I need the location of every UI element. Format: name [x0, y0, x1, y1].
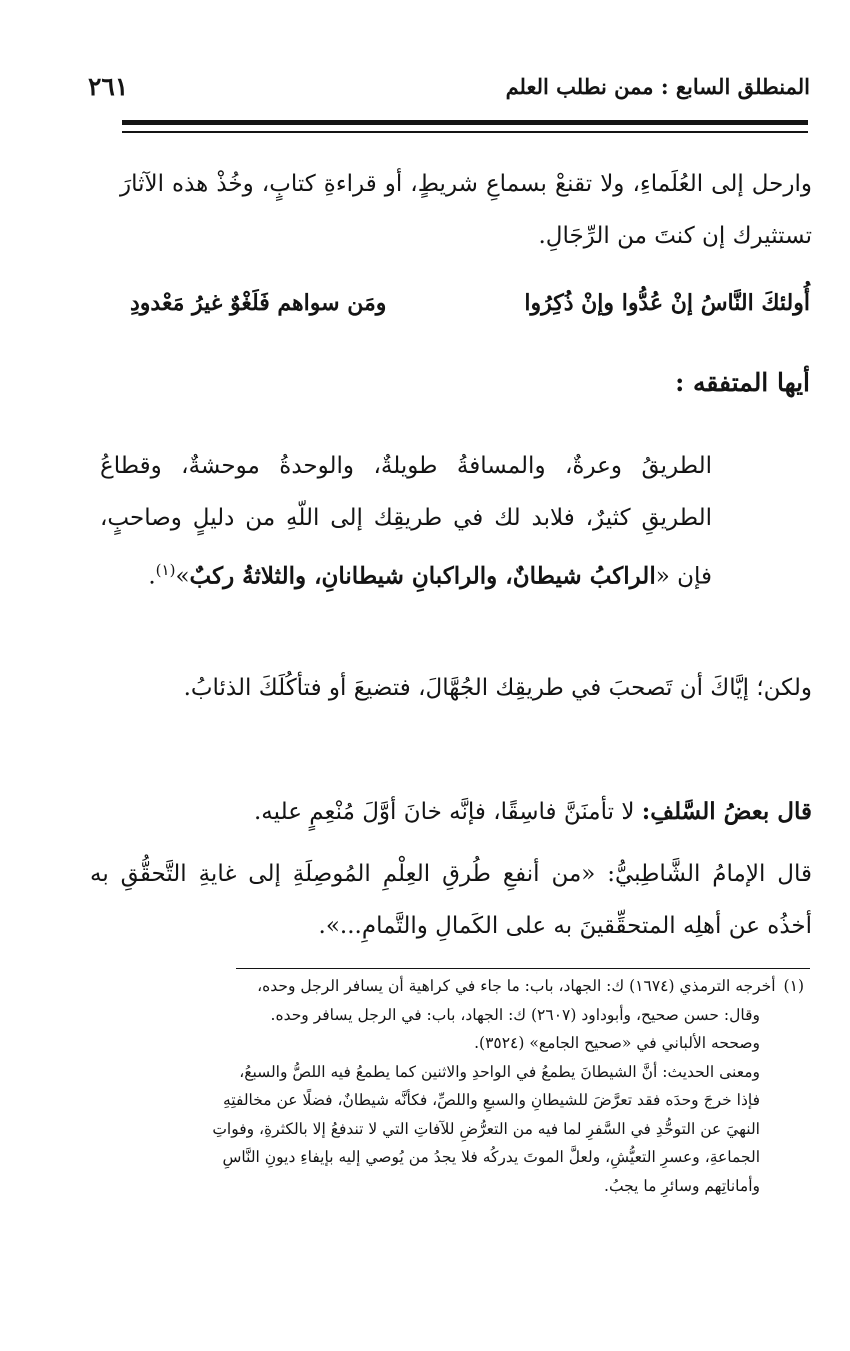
hadith-quote: الراكبُ شيطانٌ، والراكبانِ شيطانانِ، والثلاثةُ ركبٌ [189, 562, 656, 590]
footnotes [86, 972, 804, 1200]
paragraph-the-road [100, 440, 712, 603]
salaf-attribution: قال بعضُ السَّلفِ: [641, 798, 812, 825]
header-rule-thin [122, 131, 808, 133]
section-heading: أيها المتفقه : [675, 368, 810, 397]
header-rule-thick [122, 120, 808, 125]
footnote-separator [236, 968, 810, 969]
paragraph-travel-to-scholars: وارحل إلى العُلَماءِ، ولا تقنعْ بسماعِ شريطٍ، أو قراءةِ كتابٍ، وخُذْ هذه الآثارَ تستثيرك إن كنتَ من الرِّجَالِ. [120, 171, 812, 249]
footnote-reference: (١) [155, 561, 176, 579]
footnote-line: فإذا خرجَ وحدَه فقد تعرَّضَ للشيطانِ والسبعِ واللصِّ، فكأنَّه شيطانٌ، فضلًا عن مخالفتِهِ [222, 1091, 760, 1109]
footnote-line: أخرجه الترمذي (١٦٧٤) ك: الجهاد، باب: ما جاء في كراهية أن يسافر الرجل وحده، [257, 977, 776, 995]
footnote-line: وقال: حسن صحيح، وأبوداود (٢٦٠٧) ك: الجهاد، باب: في الرجل يسافر وحده. [270, 1005, 760, 1024]
poetry-verse [130, 290, 810, 316]
footnote-line: وأماناتِهم وسائرِ ما يجبُ. [604, 1176, 760, 1195]
paragraph-end: . [148, 563, 156, 590]
paragraph-salaf-saying [90, 786, 812, 838]
footnote-line: النهيَ عن التوحُّدِ في السَّفرِ لما فيه من التعرُّضِ للآفاتِ التي لا تندفعُ إلا بالكثرةِ، وفواتِ [212, 1119, 760, 1138]
footnote-marker: (١) [783, 977, 804, 995]
footnote-line: الجماعةِ، وعسرِ التعيُّشِ، ولعلَّ الموتَ يدركُه فلا يجدُ من يُوصي إليه بإيفاءِ ديونِ النَّاسِ [222, 1148, 760, 1166]
running-title: المنطلق السابع : ممن نطلب العلم [505, 73, 810, 99]
footnote-line: ومعنى الحديث: أنَّ الشيطانَ يطمعُ في الواحدِ والاثنين كما يطمعُ فيه اللصُّ والسبعُ، [239, 1062, 760, 1081]
verse-second-hemistich: ومَن سواهم فَلَغْوٌ غيرُ مَعْدودِ [130, 290, 387, 316]
footnote-line: وصححه الألباني في «صحيح الجامع» (٣٥٢٤). [474, 1034, 760, 1052]
quote-close: » [175, 563, 190, 590]
footnote-first-line [86, 972, 804, 1001]
paragraph-text: الطريقُ وعرةٌ، والمسافةُ طويلةٌ، والوحدةُ موحشةٌ، وقطاعُ الطريقِ كثيرٌ، فلابد لك في طريقِك إلى اللّهِ من دليلٍ وصاحبٍ، فإن « [100, 453, 712, 590]
salaf-quote: لا تأمنَنَّ فاسِقًا، فإنَّه خانَ أوَّلَ مُنْعِمٍ عليه. [254, 799, 642, 825]
page-number: ٢٦١ [88, 71, 129, 101]
paragraph-ignorant-company: ولكن؛ إيَّاكَ أن تَصحبَ في طريقِك الجُهَّالَ، فتضيعَ أو فتأكُلَكَ الذئابُ. [183, 675, 812, 701]
page-header [88, 66, 810, 106]
verse-first-hemistich: أُولئكَ النَّاسُ إنْ عُدُّوا وإنْ ذُكِرُوا [524, 290, 810, 316]
paragraph-shatibi-quote: قال الإمامُ الشَّاطِبيُّ: «من أنفعِ طُرقِ العِلْمِ المُوصِلَةِ إلى غايةِ التَّحقُّقِ به أخذُه عن أهلِه المتحقِّقينَ به على الكَمالِ والتَّمامِ...». [90, 861, 812, 939]
